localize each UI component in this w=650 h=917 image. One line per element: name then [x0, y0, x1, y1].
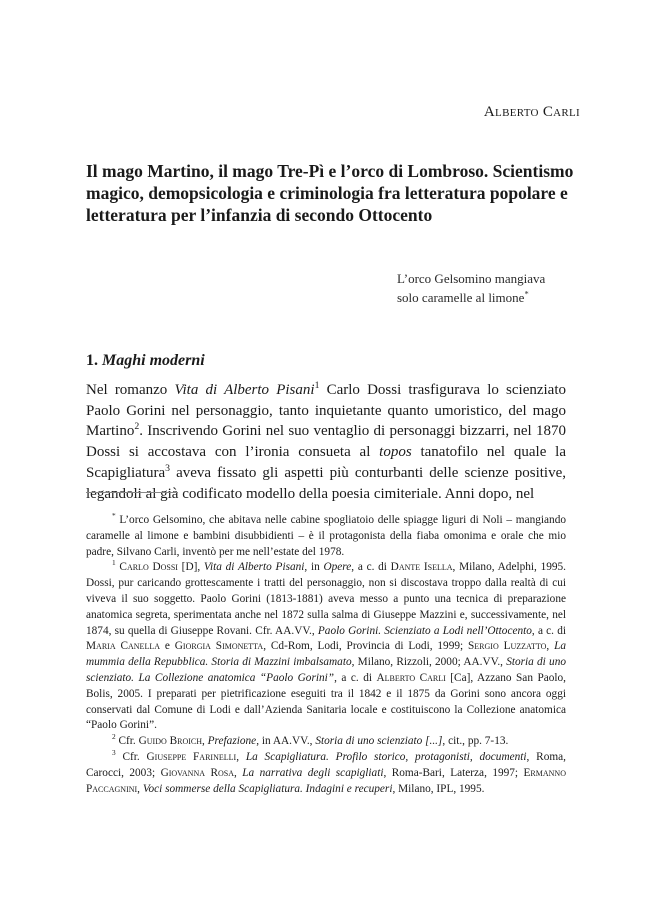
footnotes: [86, 513, 566, 797]
footnote-star: * L’orco Gelsomino, che abitava nelle cabine spogliatoio delle spiagge liguri di Noli – mangiando caramelle al limone e bambini disubbidienti – è il protagonista della fiaba omonima e orale che mio padre, Silvano Carli, inventò per me nell’estate del 1978.: [86, 511, 566, 558]
footnote-3: $^3$ Cfr. Giuseppe Farinelli, La Scapigliatura. Profilo storico, protagonisti, documenti, Roma, Carocci, 2003; Giovanna Rosa, La narrativa degli scapigliati, Roma-Bari, Laterza, 1997; Ermanno Paccagnini, Voci sommerse della Scapigliatura. Indagini e recuperi, Milano, IPL, 1995.: [86, 748, 566, 795]
section-heading: [86, 352, 205, 370]
article-title: Il mago Martino, il mago Tre-Pì e l’orco di Lombroso. Scientismo magico, demopsicologia e criminologia fra letteratura popolare e letteratura per l’infanzia di secondo Ottocento: [86, 161, 574, 225]
section-title: Maghi moderni: [102, 352, 205, 369]
footnote-ref-2[interactable]: 2: [134, 421, 140, 433]
footnote-separator: [86, 492, 178, 493]
body-paragraph: Nel romanzo Vita di Alberto Pisani$^1$ Carlo Dossi trasfigurava lo scienziato Paolo Gorini nel personaggio, tanto inquietante quanto umoristico, del mago Martino$^2$. Inscrivendo Gorini nel suo ventaglio di personaggi bizzarri, nel 1870 Dossi si accostava con l’ironia consueta al topos tanatofilo nel quale la Scapigliatura$^3$ aveva fissato gli aspetti più conturbanti delle scienze positive, legandoli al già codificato modello della poesia cimiteriale. Anni dopo, nel: [86, 380, 567, 502]
epigraph-line-2: solo caramelle al limone: [397, 290, 525, 305]
section-number: 1.: [86, 352, 98, 369]
footnote-2: $^2$ Cfr. Guido Broich, Prefazione, in AA.VV., Storia di uno scienziato [...], cit., pp. 7-13.: [112, 732, 509, 748]
footnote-ref-3[interactable]: 3: [165, 462, 171, 474]
author-name: Alberto Carli: [483, 104, 580, 120]
footnote-1: $^1$ Carlo Dossi [D], Vita di Alberto Pisani, in Opere, a c. di Dante Isella, Milano, Adelphi, 1995. Dossi, pur caricando grottescamente i tratti del personaggio, non si discostava troppo dalla realtà di cui viveva il suo soggetto. Paolo Gorini (1813-1881) aveva messo a punto una tecnica di preparazione anatomica segreta, sperimentata anche nel 1872 sulla salma di Giuseppe Mazzini e, successivamente, nel 1874, su quella di Giuseppe Rovani. Cfr. AA.VV., Paolo Gorini. Scienziato a Lodi nell’Ottocento, a c. di Maria Canella e Giorgia Simonetta, Cd-Rom, Lodi, Provincia di Lodi, 1999; Sergio Luzzatto, La mummia della Repubblica. Storia di Mazzini imbalsamato, Milano, Rizzoli, 2000; AA.VV., Storia di uno scienziato. La Collezione anatomica “Paolo Gorini”, a c. di Alberto Carli [Ca], Azzano San Paolo, Bolis, 2005. I preparati per pietrificazione eseguiti tra il 1842 e il 1875 da Gorini sono ancora oggi conservati dal Comune di Lodi e dall’Azienda Sanitaria locale e costituiscono la Collezione anatomica “Paolo Gorini”.: [86, 558, 567, 732]
epigraph-note-mark: *: [524, 288, 529, 299]
epigraph: [397, 269, 597, 307]
epigraph-line-1: L’orco Gelsomino mangiava: [397, 271, 546, 286]
footnote-ref-1[interactable]: 1: [314, 380, 320, 391]
